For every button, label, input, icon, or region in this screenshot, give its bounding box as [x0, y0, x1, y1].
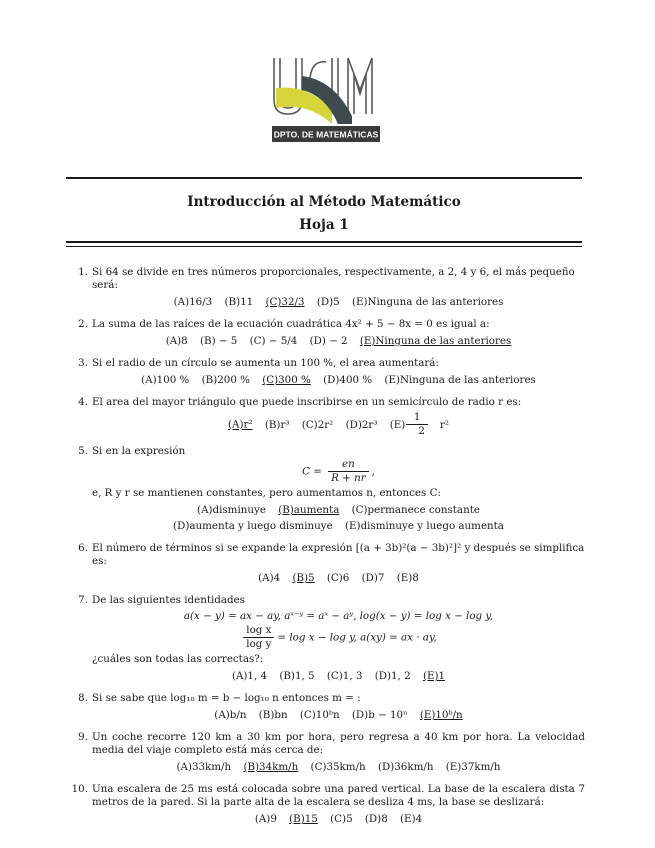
option-a: (A)disminuye [197, 504, 266, 516]
question-8 [70, 692, 585, 722]
identities-line-1: a(x − y) = ax − ay, aˣ⁻ʸ = aˣ − aʸ, log(x − y) = log x − log y, [183, 610, 494, 622]
question-text: Un coche recorre 120 km a 30 km por hora, pero regresa a 40 km por hora. La velocidad media del viaje completo está más cerca de: [92, 731, 585, 756]
identities-rest: = log x − log y, a(xy) = ax · ay, [277, 631, 437, 644]
question-number: 2. [78, 318, 88, 330]
option-d: (D)400 % [323, 374, 373, 386]
question-number: 1. [78, 266, 88, 278]
option-a: (A)8 [165, 335, 188, 347]
option-a-correct: (A)r² [228, 418, 253, 431]
question-number: 5. [78, 445, 88, 457]
question-text: De las siguientes identidades [92, 594, 245, 606]
question-9 [70, 731, 585, 774]
answer-options-row1 [92, 504, 585, 517]
option-b: (B)r³ [264, 418, 290, 431]
option-c: (C)10ᵇn [299, 709, 340, 721]
fraction-half [406, 411, 428, 438]
answer-options [92, 572, 585, 585]
option-a: (A)100 % [141, 374, 190, 386]
option-c: (C)5 [330, 813, 353, 825]
option-b: (B)11 [224, 296, 254, 308]
question-text: Si se sabe que log₁₀ m = b − log₁₀ n entonces m = : [92, 692, 361, 704]
question-text-2: e, R y r se mantienen constantes, pero aumentamos n, entonces C: [92, 487, 441, 499]
bottom-rule-1 [66, 241, 582, 243]
option-e-label: (E) [389, 418, 406, 431]
option-e-correct: (E)1 [422, 670, 446, 682]
answer-options [92, 709, 585, 722]
option-e-correct: (E)Ninguna de las anteriores [359, 335, 512, 347]
log-denominator: log y [246, 638, 272, 650]
answer-options [92, 813, 585, 826]
formula-tail: , [371, 465, 375, 478]
page-subtitle: Hoja 1 [299, 217, 349, 233]
option-c-correct: (C)32/3 [265, 296, 305, 308]
option-c: (C)permanece constante [351, 504, 480, 516]
option-e: (E)disminuye y luego aumenta [345, 520, 504, 532]
formula-denominator: R + nr [331, 472, 366, 484]
option-a: (A)9 [254, 813, 277, 825]
option-a: (A)1, 4 [231, 670, 268, 682]
bottom-rule-2 [66, 246, 582, 247]
formula-numerator: en [328, 458, 368, 472]
option-c: (C)35km/h [310, 761, 366, 773]
question-5 [70, 445, 585, 533]
option-b-correct: (B)15 [289, 813, 318, 825]
question-text: El número de términos si se expande la expresión [(a + 3b)²(a − 3b)²]² y después se simplifica es: [92, 542, 585, 567]
question-1 [70, 266, 585, 309]
answer-options [92, 296, 585, 309]
question-text: La suma de las raíces de la ecuación cuadrática 4x² + 5 − 8x = 0 es igual a: [92, 318, 490, 330]
question-number: 4. [78, 396, 88, 408]
option-c-correct: (C)300 % [262, 374, 311, 386]
option-b-correct: (B)5 [292, 572, 315, 584]
option-c: (C)6 [326, 572, 350, 584]
identities-line-2 [92, 624, 585, 651]
option-d: (D)1, 2 [374, 670, 411, 682]
option-a: (A)b/n [214, 709, 247, 721]
question-number: 10. [71, 783, 88, 795]
question-10 [70, 783, 585, 826]
top-rule [66, 177, 582, 179]
question-text-2: ¿cuáles son todas las correctas?: [92, 653, 264, 665]
question-number: 6. [78, 542, 88, 554]
option-e-term: r² [439, 418, 449, 431]
option-b-correct: (B)34km/h [243, 761, 299, 773]
fraction-denominator: 2 [418, 425, 425, 437]
question-number: 9. [78, 731, 88, 743]
option-c: (C)2r² [301, 418, 334, 431]
option-d: (D)36km/h [377, 761, 434, 773]
answer-options [92, 335, 585, 348]
question-number: 7. [78, 594, 88, 606]
option-e: (E)Ninguna de las anteriores [351, 296, 504, 308]
question-number: 8. [78, 692, 88, 704]
option-d: (D)aumenta y luego disminuye [173, 520, 333, 532]
option-d: (D) − 2 [309, 335, 348, 347]
question-7 [70, 594, 585, 683]
question-text: El area del mayor triángulo que puede inscribirse en un semicírculo de radio r es: [92, 396, 522, 408]
question-number: 3. [78, 357, 88, 369]
option-e: (E)37km/h [445, 761, 501, 773]
option-d: (D)5 [316, 296, 340, 308]
option-b: (B)200 % [201, 374, 250, 386]
question-text: Una escalera de 25 ms está colocada sobre una pared vertical. La base de la escalera dista 7 metros de la pared. Si la parte alta de la escalera se desliza 4 ms, la base se deslizará: [92, 783, 585, 808]
option-a: (A)33km/h [176, 761, 232, 773]
option-a: (A)4 [258, 572, 281, 584]
formula-lhs: C = [302, 465, 322, 478]
answer-options [92, 411, 585, 438]
option-e-correct: (E)10ᵇ/n [419, 709, 463, 721]
question-text: Si 64 se divide en tres números proporcionales, respectivamente, a 2, 4 y 6, el más pequeño será: [92, 266, 575, 291]
option-b-correct: (B)aumenta [278, 504, 340, 516]
option-d: (D)8 [364, 813, 388, 825]
answer-options-row2 [92, 520, 585, 533]
uclm-logo-graphic [268, 54, 384, 146]
option-e: (E)4 [400, 813, 423, 825]
option-b: (B) − 5 [200, 335, 238, 347]
answer-options [92, 374, 585, 387]
option-b: (B)1, 5 [279, 670, 315, 682]
log-numerator: log x [243, 624, 274, 638]
option-d: (D)2r³ [345, 418, 378, 431]
page-title: Introducción al Método Matemático [187, 194, 461, 210]
option-c: (C)1, 3 [326, 670, 363, 682]
option-c: (C) − 5/4 [249, 335, 298, 347]
log-fraction [243, 624, 274, 651]
question-text: Si en la expresión [92, 445, 186, 457]
option-e: (E)Ninguna de las anteriores [384, 374, 536, 386]
fraction-numerator: 1 [406, 411, 428, 425]
option-d: (D)7 [361, 572, 385, 584]
formula-fraction [328, 458, 368, 485]
answer-options [92, 761, 585, 774]
question-4 [70, 396, 585, 438]
option-a: (A)16/3 [173, 296, 213, 308]
question-list [70, 266, 585, 826]
question-text: Si el radio de un círculo se aumenta un 100 %, el area aumentará: [92, 357, 439, 369]
option-e [389, 411, 449, 437]
answer-options [92, 670, 585, 683]
question-2 [70, 318, 585, 348]
option-e: (E)8 [396, 572, 419, 584]
option-d: (D)b − 10ⁿ [351, 709, 408, 721]
question-3 [70, 357, 585, 387]
svg-text:DPTO. DE MATEMÁTICAS: DPTO. DE MATEMÁTICAS [273, 129, 379, 140]
question-6 [70, 542, 585, 585]
formula [92, 458, 585, 485]
uclm-logo [268, 54, 384, 146]
option-b: (B)bn [258, 709, 288, 721]
